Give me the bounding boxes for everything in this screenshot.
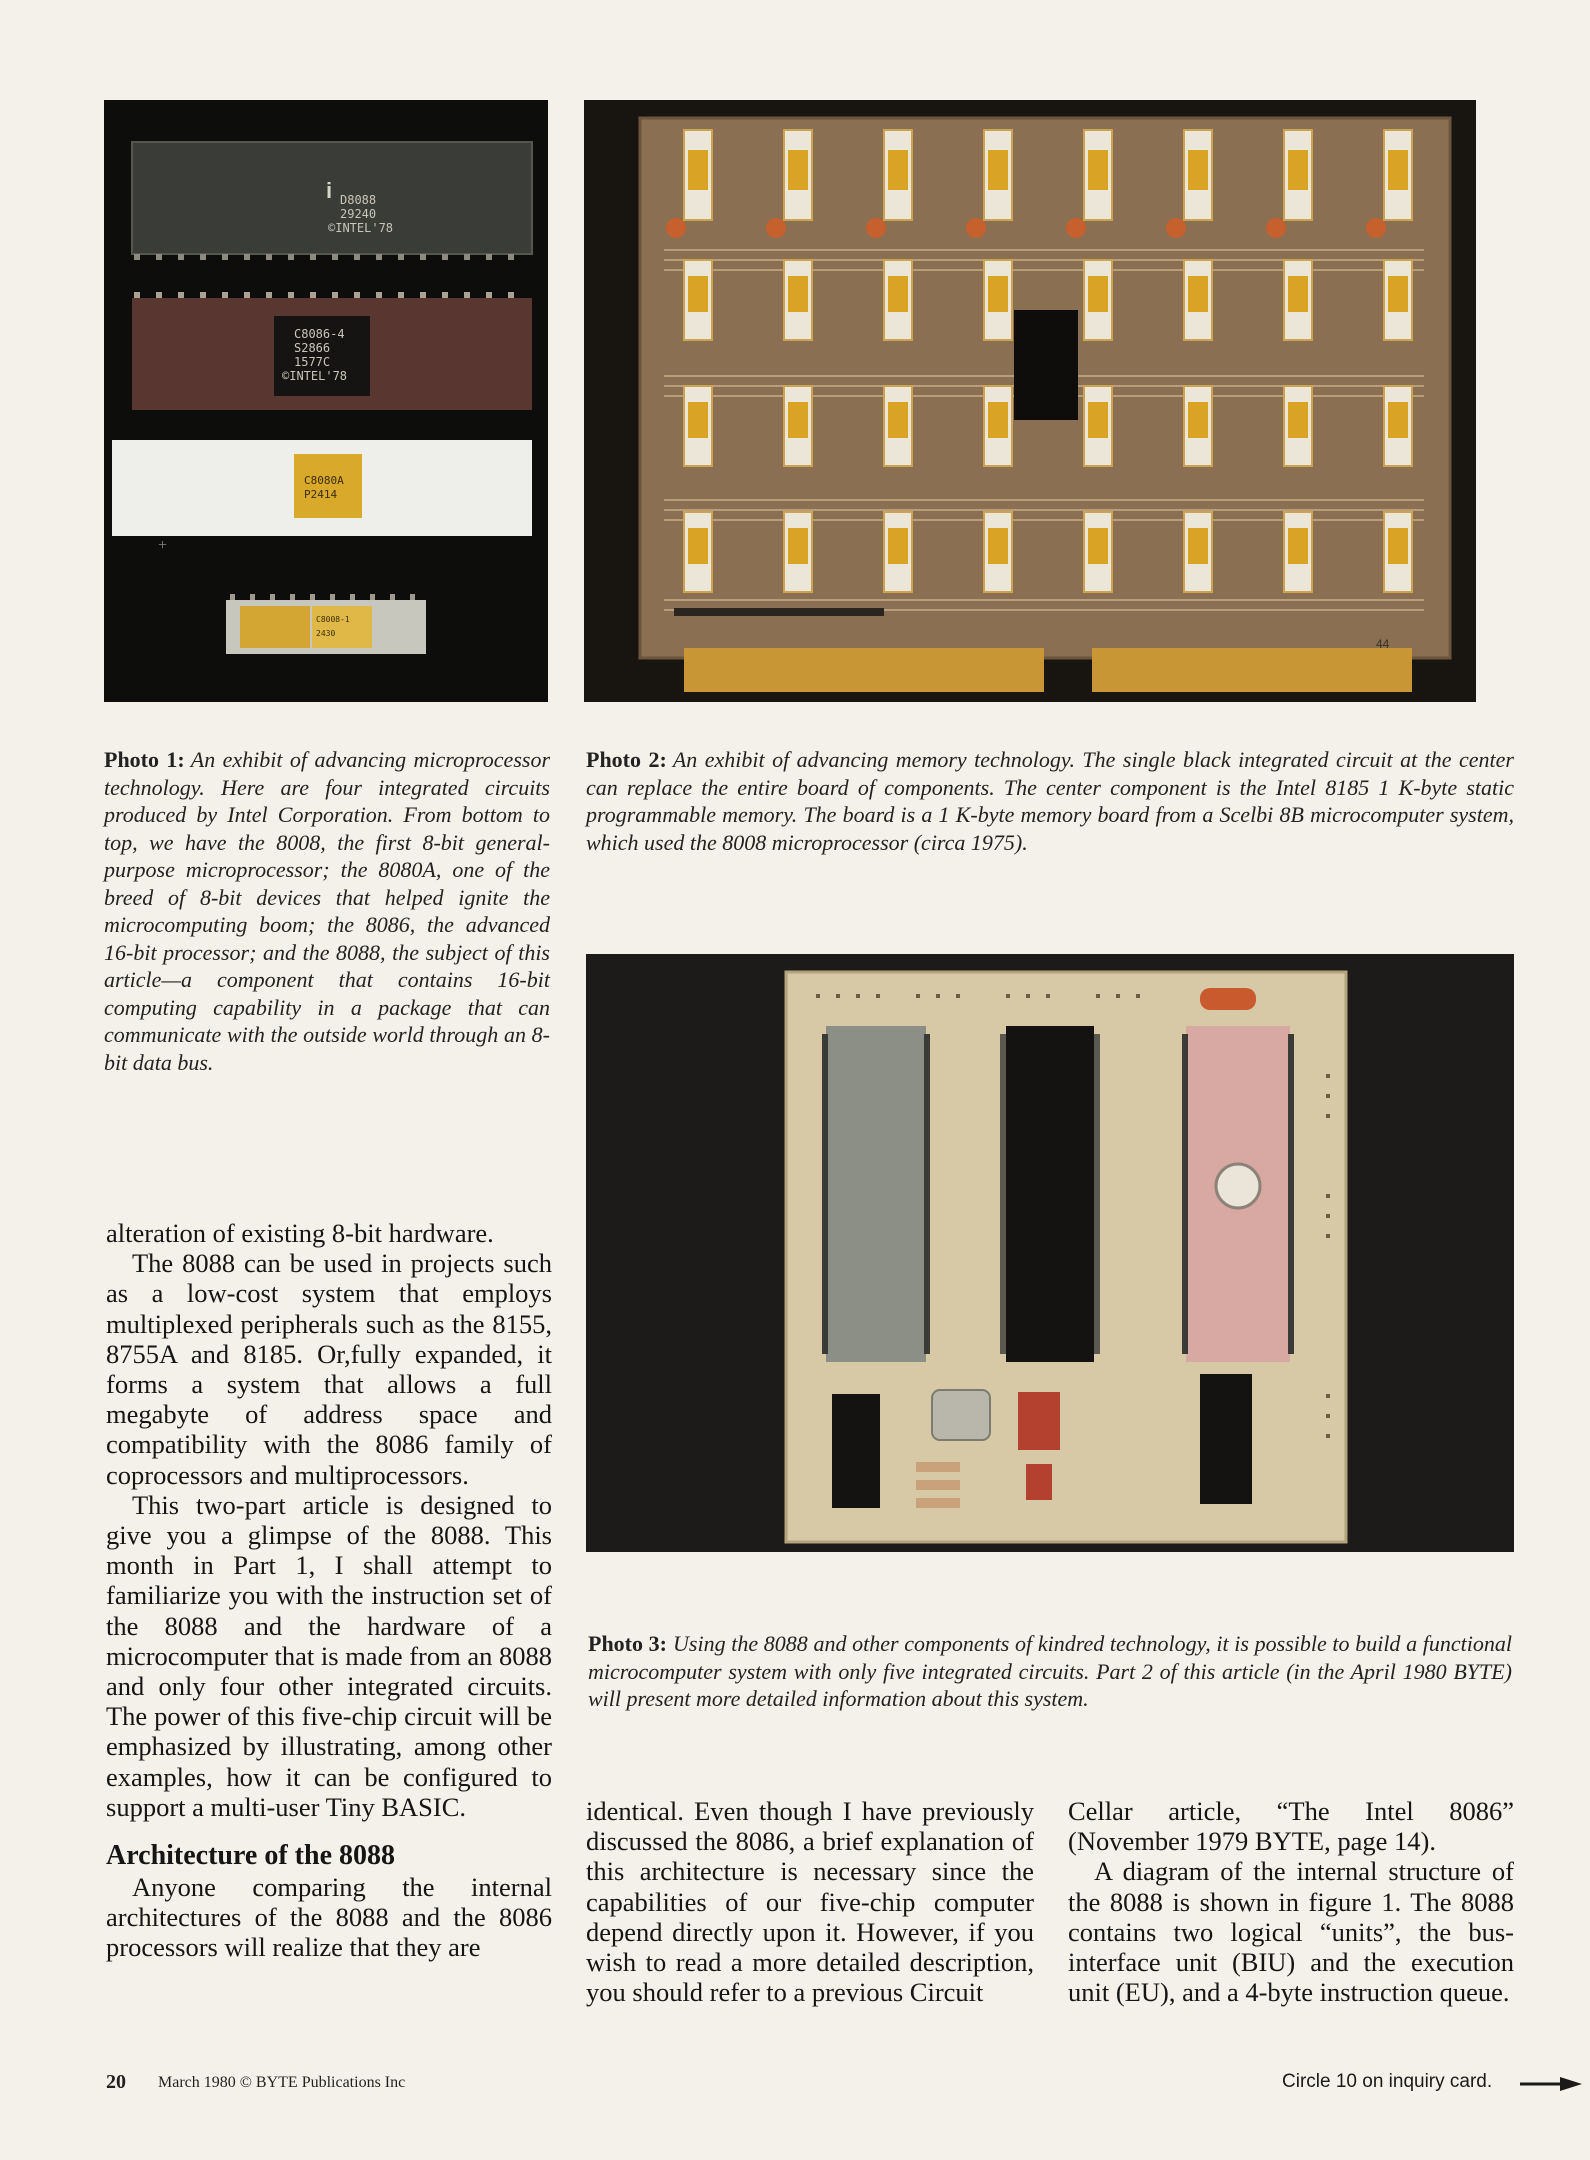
chip-3-line-2: P2414 <box>304 488 338 501</box>
chip-2-line-2: S2866 <box>294 341 331 355</box>
chip-4-line-1: C8008-1 <box>316 615 350 624</box>
chip-2-line-4: ©INTEL'78 <box>282 369 348 383</box>
photo-3-five-chip-board <box>586 954 1514 1552</box>
chip-2-line-1: C8086-4 <box>294 327 345 341</box>
svg-text:+: + <box>158 537 168 554</box>
photo-3-label: Photo 3: <box>588 1631 668 1656</box>
right-column <box>1068 1796 1514 2007</box>
left-paragraph-4: Anyone comparing the internal architectures of the 8088 and the 8086 processors will realize that they are <box>106 1872 552 1963</box>
chip-3-line-1: C8080A <box>304 474 344 487</box>
middle-column <box>586 1796 1034 2007</box>
photo-3-caption-text: Using the 8088 and other components of kindred technology, it is possible to build a functional microcomputer system with only five integrated circuits. Part 2 of this article (in the April 1980 BYTE) will present more detailed information about this system. <box>588 1631 1512 1711</box>
photo-1-label: Photo 1: <box>104 747 185 772</box>
photo-3-caption <box>588 1630 1512 1713</box>
section-heading: Architecture of the 8088 <box>106 1840 395 1872</box>
svg-text:i: i <box>326 178 333 203</box>
page-number: 20 <box>106 2071 126 2093</box>
footer-meta: March 1980 © BYTE Publications Inc <box>158 2074 406 2091</box>
right-paragraph-2: A diagram of the internal structure of the 8088 is shown in figure 1. The 8088 contains two logical “units”, the bus-interface unit (BIU) and the execution unit (EU), and a 4-byte instruction queue. <box>1068 1856 1514 2008</box>
chip-2-line-3: 1577C <box>294 355 331 369</box>
arrow-right-icon <box>1520 2076 1582 2092</box>
chip-1-line-3: ©INTEL'78 <box>328 221 394 235</box>
left-paragraph-3: This two-part article is designed to give you a glimpse of the 8088. This month in Part 1, I shall attempt to familiarize you with the instruction set of the 8088 and the hardware of a microcomputer that is made from an 8088 and only four other integrated circuits. The power of this five-chip circuit will be emphasized by illustrating, among other examples, how it can be configured to support a multi-user Tiny BASIC. <box>106 1489 552 1822</box>
photo-2-label: Photo 2: <box>586 747 667 772</box>
board-number: 44 <box>1376 637 1390 651</box>
photo-2-memory-board <box>584 100 1476 702</box>
left-paragraph-1: alteration of existing 8-bit hardware. <box>106 1218 494 1248</box>
right-paragraph-1: Cellar article, “The Intel 8086” (November 1979 BYTE, page 14). <box>1068 1796 1514 1857</box>
photo-1-caption-text: An exhibit of advancing microprocessor technology. Here are four integrated circuits produced by Intel Corporation. From bottom to top, we have the 8008, the first 8-bit general-purpose microprocessor; the 8080A, one of the breed of 8-bit devices that helped ignite the microcomputing boom; the 8086, the advanced 16-bit processor; and the 8088, the subject of this article—a component that contains 16-bit computing capability in a package that can communicate with the outside world through an 8-bit data bus. <box>104 747 551 1075</box>
chip-1-line-1: D8088 <box>340 193 377 207</box>
middle-paragraph-1: identical. Even though I have previously discussed the 8086, a brief explanation of this architecture is necessary since the capabilities of our five-chip computer depend directly upon it. However, if you wish to read a more detailed description, you should refer to a previous Circuit <box>586 1796 1034 2008</box>
photo-1-processors <box>104 100 548 702</box>
photo-1-caption <box>104 746 550 1076</box>
inquiry-text: Circle 10 on inquiry card. <box>1282 2071 1493 2092</box>
chip-1-line-2: 29240 <box>340 207 377 221</box>
photo-2-caption <box>586 746 1514 856</box>
photo-2-caption-text: An exhibit of advancing memory technology. The single black integrated circuit at the center can replace the entire board of components. The center component is the Intel 8185 1 K-byte static programmable memory. The board is a 1 K-byte memory board from a Scelbi 8B microcomputer system, which used the 8008 microprocessor (circa 1975). <box>586 747 1514 855</box>
left-paragraph-2: The 8088 can be used in projects such as a low-cost system that employs multiplexed peripherals such as the 8155, 8755A and 8185. Or,fully expanded, it forms a system that allows a full megabyte of address space and compatibility with the 8086 family of coprocessors and multiprocessors. <box>106 1248 552 1490</box>
left-column <box>106 1218 552 1963</box>
chip-4-line-2: 2430 <box>316 629 336 638</box>
